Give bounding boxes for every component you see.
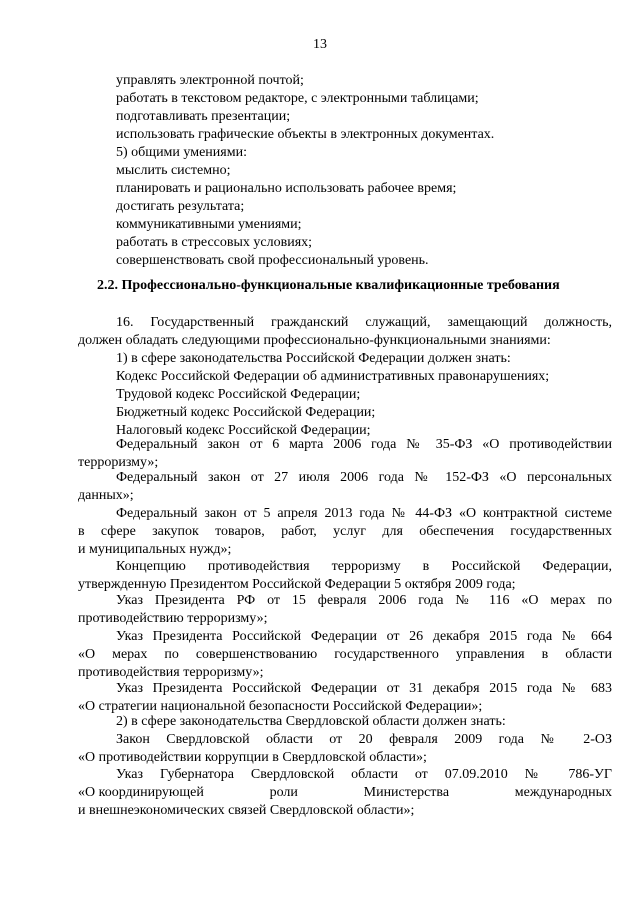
word: «О координирующей <box>78 785 204 800</box>
paragraph-line: Указ Президента Российской Федерации от 31 декабря 2015 года № 683 <box>116 681 612 696</box>
list-item: совершенствовать свой профессиональный уровень. <box>116 253 429 268</box>
law-personal-data-paragraph <box>78 469 612 505</box>
list-item: подготавливать презентации; <box>116 109 291 124</box>
decree-116-paragraph <box>78 592 612 628</box>
list-item: использовать графические объекты в электронных документах. <box>116 127 495 142</box>
page-number: 13 <box>313 37 327 52</box>
section-heading: 2.2. Профессионально-функциональные квалификационные требования <box>97 278 560 293</box>
word: Министерства <box>363 785 450 800</box>
paragraph-line: 16. Государственный гражданский служащий, замещающий должность, <box>116 315 612 330</box>
list-item: достигать результата; <box>116 199 245 214</box>
paragraph-line: Федеральный закон от 27 июля 2006 года № 152-ФЗ «О персональных <box>116 470 612 485</box>
paragraph-line: утвержденную Президентом Российской Федерации 5 октября 2009 года; <box>78 577 516 592</box>
word: роли <box>269 785 298 800</box>
paragraph-line: Концепцию противодействия терроризму в Российской Федерации, <box>116 559 612 574</box>
paragraph-line: и муниципальных нужд»; <box>78 542 232 557</box>
list-item: планировать и рационально использовать рабочее время; <box>116 181 457 196</box>
list-item: работать в текстовом редакторе, с электронными таблицами; <box>116 91 479 106</box>
paragraph-line: данных»; <box>78 488 134 503</box>
decree-683-paragraph <box>78 680 612 716</box>
list-item: управлять электронной почтой; <box>116 73 304 88</box>
paragraph-line: противодействия терроризму»; <box>78 665 264 680</box>
paragraph-line: терроризму»; <box>78 455 159 470</box>
governor-decree-paragraph <box>78 766 612 820</box>
paragraph-line: Указ Президента Российской Федерации от 26 декабря 2015 года № 664 <box>116 629 612 644</box>
list-item: мыслить системно; <box>116 163 231 178</box>
paragraph-line <box>78 784 612 802</box>
paragraph-line: Указ Губернатора Свердловской области от 07.09.2010 № 786-УГ <box>116 767 612 782</box>
law-sverdlovsk-paragraph <box>78 731 612 767</box>
paragraph-line: Закон Свердловской области от 20 февраля 2009 года № 2-ОЗ <box>116 732 612 747</box>
concept-paragraph <box>78 558 612 594</box>
list-item: работать в стрессовых условиях; <box>116 235 313 250</box>
list-item: Кодекс Российской Федерации об административных правонарушениях; <box>116 369 550 384</box>
law-contract-paragraph <box>78 505 612 559</box>
list-item: Налоговый кодекс Российской Федерации; <box>116 423 371 438</box>
list-item: Бюджетный кодекс Российской Федерации; <box>116 405 376 420</box>
item-16-paragraph <box>78 314 612 350</box>
paragraph-line: Указ Президента РФ от 15 февраля 2006 года № 116 «О мерах по <box>116 593 612 608</box>
paragraph-line: «О стратегии национальной безопасности Российской Федерации»; <box>78 699 483 714</box>
list-item: 5) общими умениями: <box>116 145 247 160</box>
subsection-heading: 1) в сфере законодательства Российской Федерации должен знать: <box>116 351 511 366</box>
list-item: Трудовой кодекс Российской Федерации; <box>116 387 361 402</box>
decree-664-paragraph <box>78 628 612 682</box>
paragraph-line: «О мерах по совершенствованию государственного управления в области <box>78 647 612 662</box>
list-item: коммуникативными умениями; <box>116 217 302 232</box>
paragraph-line: противодействию терроризму»; <box>78 611 268 626</box>
word: международных <box>514 785 612 800</box>
law-terrorism-paragraph <box>78 436 612 472</box>
subsection-heading: 2) в сфере законодательства Свердловской области должен знать: <box>116 714 506 729</box>
paragraph-line: и внешнеэкономических связей Свердловской области»; <box>78 803 415 818</box>
paragraph-line: «О противодействии коррупции в Свердловской области»; <box>78 750 427 765</box>
paragraph-line: Федеральный закон от 5 апреля 2013 года № 44-ФЗ «О контрактной системе <box>116 506 612 521</box>
paragraph-line: должен обладать следующими профессионально-функциональными знаниями: <box>78 333 551 348</box>
paragraph-line: Федеральный закон от 6 марта 2006 года № 35-ФЗ «О противодействии <box>116 437 612 452</box>
paragraph-line: в сфере закупок товаров, работ, услуг для обеспечения государственных <box>78 524 612 539</box>
